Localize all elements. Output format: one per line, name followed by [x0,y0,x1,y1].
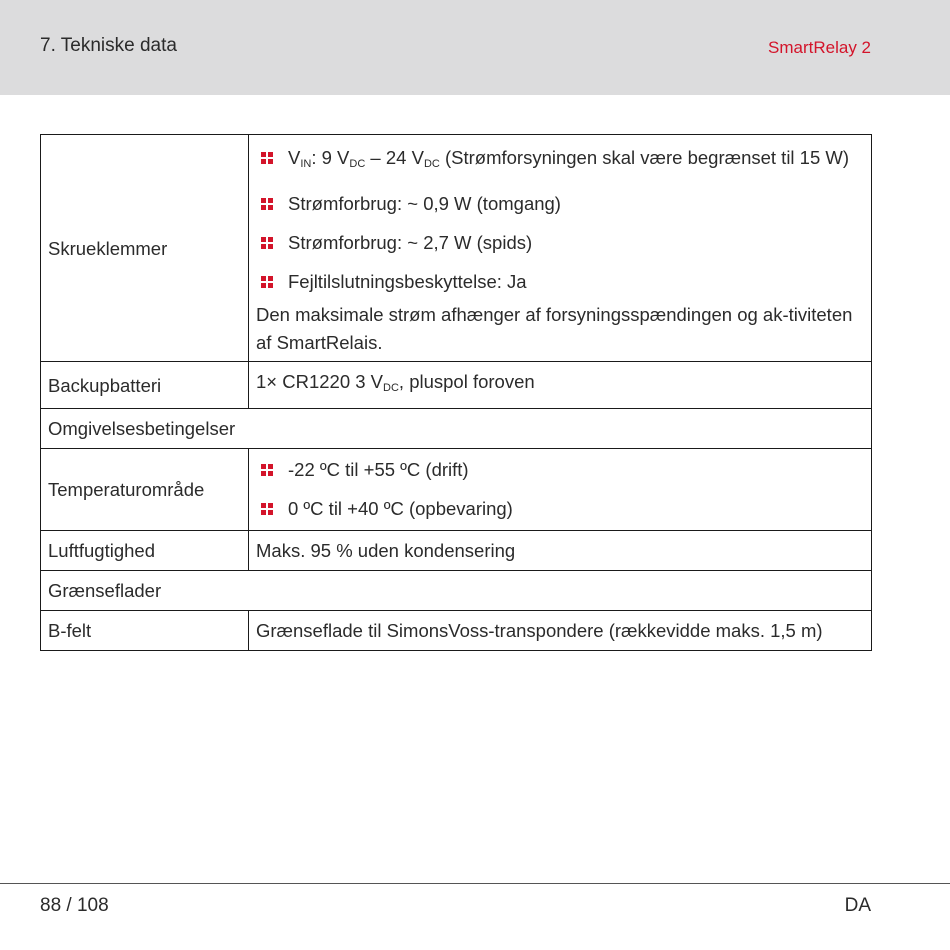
page-number: 88 / 108 [40,895,109,916]
table-row [41,531,872,571]
footer-divider [0,883,950,884]
dc-subscript: DC [423,158,440,170]
square-bullet-icon [261,198,273,210]
idle-consumption: Strømforbrug: ~ 0,9 W (tomgang) [288,193,561,214]
table-row [41,135,872,362]
vin-max: – 24 V [365,147,424,168]
technical-data-table [40,134,872,651]
list-item [256,144,864,178]
square-bullet-icon [261,152,273,164]
row-value-bfield: Grænseflade til SimonsVoss-transpondere (rækkevidde maks. 1,5 m) [249,611,872,651]
section-title: 7. Tekniske data [40,35,177,56]
row-label-bfield: B-felt [41,611,249,651]
temp-storage: 0 ºC til +40 ºC (opbevaring) [288,498,513,519]
row-value-backup [249,362,872,409]
square-bullet-icon [261,503,273,515]
vin-min: : 9 V [311,147,350,168]
list-item [256,229,864,256]
row-value-humidity: Maks. 95 % uden kondensering [249,531,872,571]
square-bullet-icon [261,276,273,288]
page-header [0,0,950,95]
reverse-protection: Fejltilslutningsbeskyttelse: Ja [288,271,527,292]
list-item [256,495,864,522]
bullet-list [256,456,864,522]
square-bullet-icon [261,237,273,249]
temp-operation: -22 ºC til +55 ºC (drift) [288,459,469,480]
language-code: DA [844,895,871,916]
vin-note: (Strømforsyningen skal være begrænset til 15 W) [439,147,850,168]
square-bullet-icon [261,464,273,476]
current-note: Den maksimale strøm afhænger af forsyningsspændingen og ak-tiviteten af SmartRelais. [256,304,853,353]
section-ambient: Omgivelsesbetingelser [41,409,872,449]
dc-subscript: DC [383,382,399,394]
row-value-screw-terminals [249,135,872,362]
table-row [41,449,872,531]
backup-value: 1× CR1220 3 V [256,371,384,392]
row-value-temperature [249,449,872,531]
row-label-humidity: Luftfugtighed [41,531,249,571]
table-row [41,611,872,651]
dc-subscript: DC [349,158,366,170]
list-item [256,268,864,295]
backup-value-suffix: , pluspol foroven [398,371,535,392]
vin-subscript: IN [300,158,312,170]
row-label-backup: Backupbatteri [41,362,249,409]
table-row [41,571,872,611]
list-item [256,190,864,217]
section-interfaces: Grænseflader [41,571,872,611]
table-row [41,409,872,449]
list-item [256,456,864,483]
bullet-list [256,144,864,295]
peak-consumption: Strømforbrug: ~ 2,7 W (spids) [288,232,533,253]
product-name: SmartRelay 2 [768,38,871,57]
row-label-screw-terminals: Skrueklemmer [41,135,249,362]
table-row [41,362,872,409]
vin-symbol: V [288,147,301,168]
row-label-temperature: Temperaturområde [41,449,249,531]
